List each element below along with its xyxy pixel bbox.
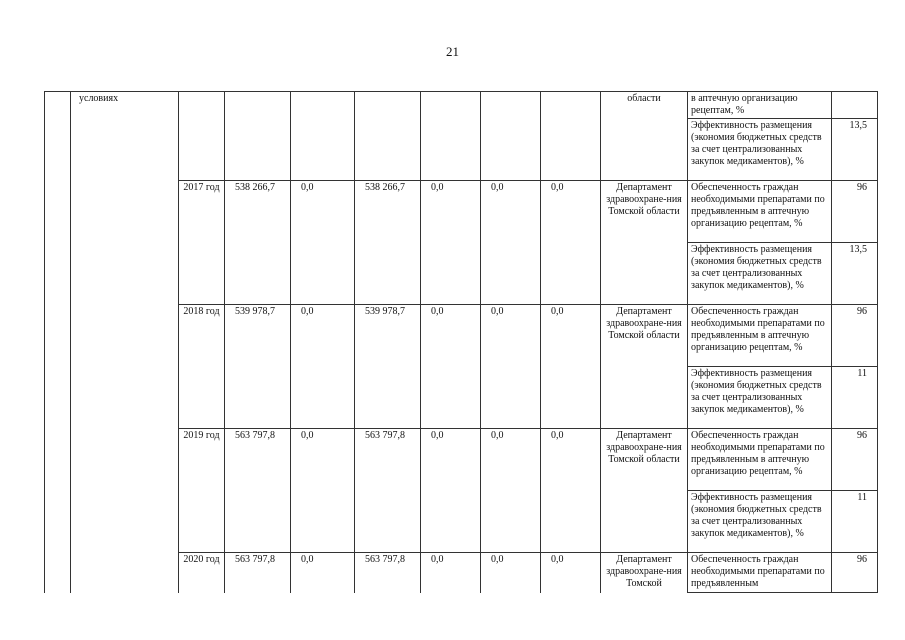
- empty-cell: [179, 92, 225, 181]
- empty-cell: [291, 92, 355, 181]
- department-cell: Департамент здравоохране-ния Томской области: [601, 429, 688, 553]
- department-cell: Департамент здравоохране-ния Томской: [601, 553, 688, 593]
- total-funding-cell: 538 266,7: [225, 181, 291, 305]
- funding-cell: 0,0: [421, 429, 481, 553]
- total-funding-cell: 563 797,8: [225, 429, 291, 553]
- indicator-cell: Эффективность размещения (экономия бюджетных средств за счет централизованных закупок медикаментов), %: [688, 367, 832, 429]
- funding-cell: 0,0: [291, 181, 355, 305]
- target-value-cell: 96: [832, 553, 878, 593]
- funding-cell: 0,0: [481, 305, 541, 429]
- target-value-cell: [832, 92, 878, 119]
- target-value-cell: 11: [832, 367, 878, 429]
- department-cell: Департамент здравоохране-ния Томской области: [601, 305, 688, 429]
- target-value-cell: 96: [832, 305, 878, 367]
- target-value-cell: 96: [832, 429, 878, 491]
- indicator-cell: Эффективность размещения (экономия бюджетных средств за счет централизованных закупок медикаментов), %: [688, 491, 832, 553]
- department-cell: области: [601, 92, 688, 181]
- empty-cell: [421, 92, 481, 181]
- funding-cell: 0,0: [291, 305, 355, 429]
- department-cell: Департамент здравоохране-ния Томской области: [601, 181, 688, 305]
- funding-cell: 0,0: [541, 305, 601, 429]
- funding-cell: 538 266,7: [355, 181, 421, 305]
- indicator-cell: Эффективность размещения (экономия бюджетных средств за счет централизованных закупок медикаментов), %: [688, 243, 832, 305]
- funding-cell: 0,0: [291, 429, 355, 553]
- year-cell: 2017 год: [179, 181, 225, 305]
- table-row: [45, 92, 878, 119]
- condition-cell: условиях: [71, 92, 179, 593]
- indicator-cell: Обеспеченность граждан необходимыми препаратами по предъявленным в аптечную организацию рецептам, %: [688, 429, 832, 491]
- target-value-cell: 13,5: [832, 243, 878, 305]
- year-cell: 2020 год: [179, 553, 225, 593]
- total-funding-cell: 539 978,7: [225, 305, 291, 429]
- empty-cell: [225, 92, 291, 181]
- funding-cell: 0,0: [481, 181, 541, 305]
- page-number: 21: [446, 44, 459, 59]
- indicator-cell: Эффективность размещения (экономия бюджетных средств за счет централизованных закупок медикаментов), %: [688, 119, 832, 181]
- funding-cell: 0,0: [421, 181, 481, 305]
- funding-cell: 0,0: [421, 553, 481, 593]
- program-table: [44, 91, 878, 593]
- target-value-cell: 11: [832, 491, 878, 553]
- empty-cell: [541, 92, 601, 181]
- indicator-cell: Обеспеченность граждан необходимыми препаратами по предъявленным в аптечную организацию рецептам, %: [688, 181, 832, 243]
- funding-cell: 0,0: [291, 553, 355, 593]
- funding-cell: 563 797,8: [355, 553, 421, 593]
- funding-cell: 0,0: [481, 429, 541, 553]
- year-cell: 2018 год: [179, 305, 225, 429]
- empty-cell: [481, 92, 541, 181]
- funding-cell: 0,0: [541, 429, 601, 553]
- indicator-cell: Обеспеченность граждан необходимыми препаратами по предъявленным в аптечную организацию рецептам, %: [688, 305, 832, 367]
- indicator-cell: Обеспеченность граждан необходимыми препаратами по предъявленным: [688, 553, 832, 593]
- funding-cell: 0,0: [481, 553, 541, 593]
- target-value-cell: 13,5: [832, 119, 878, 181]
- funding-cell: 0,0: [421, 305, 481, 429]
- year-cell: 2019 год: [179, 429, 225, 553]
- funding-cell: 563 797,8: [355, 429, 421, 553]
- table-body: [45, 92, 878, 593]
- indicator-cell: в аптечную организацию рецептам, %: [688, 92, 832, 119]
- funding-cell: 0,0: [541, 181, 601, 305]
- funding-cell: 539 978,7: [355, 305, 421, 429]
- total-funding-cell: 563 797,8: [225, 553, 291, 593]
- empty-cell: [355, 92, 421, 181]
- funding-cell: 0,0: [541, 553, 601, 593]
- target-value-cell: 96: [832, 181, 878, 243]
- index-cell: [45, 92, 71, 593]
